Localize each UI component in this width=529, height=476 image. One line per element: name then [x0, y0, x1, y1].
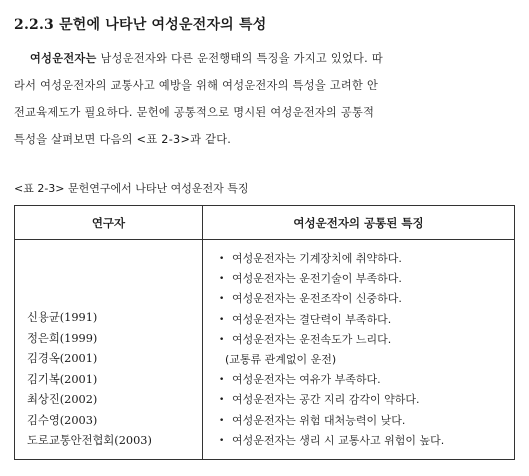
- paragraph-line-1: [30, 52, 529, 66]
- paragraph-line-4: 특성을 살펴보면 다음의 <표 2-3>과 같다.: [14, 133, 232, 146]
- bullet-icon: •: [219, 254, 225, 264]
- researcher-list-cell: [15, 240, 203, 460]
- researcher-item: 도로교통안전협회(2003): [27, 434, 152, 447]
- researcher-item: 김수영(2003): [27, 413, 98, 427]
- feature-item: [219, 411, 514, 431]
- feature-text: 여성운전자는 기계장치에 취약하다.: [232, 252, 402, 265]
- feature-item: [219, 431, 514, 451]
- paragraph-line-3: 전교육제도가 필요하다. 문헌에 공통적으로 명시된 여성운전자의 공통적: [14, 106, 375, 119]
- feature-item: [219, 370, 514, 390]
- paragraph-emphasis: 여성운전자는: [30, 52, 97, 65]
- header-features: 여성운전자의 공통된 특징: [203, 206, 515, 240]
- feature-item: [219, 269, 514, 289]
- section-heading: [14, 14, 266, 34]
- feature-text: 여성운전자는 공간 지리 감각이 약하다.: [232, 393, 420, 407]
- paragraph-line-2: 라서 여성운전자의 교통사고 예방을 위해 여성운전자의 특성을 고려한 안: [14, 79, 379, 92]
- feature-text: 여성운전자는 운전속도가 느리다.: [232, 332, 392, 346]
- feature-text: 여성운전자는 운전기술이 부족하다.: [232, 272, 402, 286]
- feature-text: 여성운전자는 위험 대처능력이 낮다.: [232, 413, 406, 427]
- feature-note: (교통류 관계없이 운전): [225, 353, 337, 367]
- feature-item: [219, 289, 514, 309]
- feature-list-cell: [203, 240, 515, 460]
- feature-item: [219, 249, 514, 269]
- researcher-item: 김기복(2001): [27, 372, 98, 386]
- feature-item: [219, 310, 514, 330]
- section-title: 문헌에 나타난 여성운전자의 특성: [59, 17, 267, 33]
- researcher-features-table: [14, 205, 515, 460]
- bullet-icon: •: [219, 435, 225, 446]
- section-number: 2.2.3: [14, 17, 54, 33]
- bullet-icon: •: [219, 395, 225, 406]
- bullet-icon: •: [219, 415, 225, 426]
- bullet-icon: •: [219, 294, 225, 305]
- researcher-item: 신용균(1991): [27, 311, 98, 324]
- feature-text: 여성운전자는 결단력이 부족하다.: [232, 312, 392, 326]
- bullet-icon: •: [219, 314, 225, 325]
- feature-item: [219, 390, 514, 410]
- bullet-icon: •: [219, 334, 225, 345]
- feature-text: 여성운전자는 생리 시 교통사고 위험이 높다.: [232, 433, 445, 447]
- researcher-item: 최상진(2002): [27, 393, 98, 406]
- paragraph-line-1-rest: 남성운전자와 다른 운전행태의 특징을 가지고 있었다. 따: [96, 52, 383, 65]
- researcher-item: 김경옥(2001): [27, 352, 98, 365]
- researcher-item: 정은희(1999): [27, 331, 98, 345]
- feature-item: [219, 330, 514, 350]
- feature-text: 여성운전자는 여유가 부족하다.: [232, 373, 381, 387]
- header-researcher: 연구자: [15, 206, 203, 240]
- bullet-icon: •: [219, 274, 225, 285]
- bullet-icon: •: [219, 375, 225, 386]
- feature-text: 여성운전자는 운전조작이 신중하다.: [232, 292, 402, 306]
- table-caption: <표 2-3> 문헌연구에서 나타난 여성운전자 특징: [14, 182, 249, 195]
